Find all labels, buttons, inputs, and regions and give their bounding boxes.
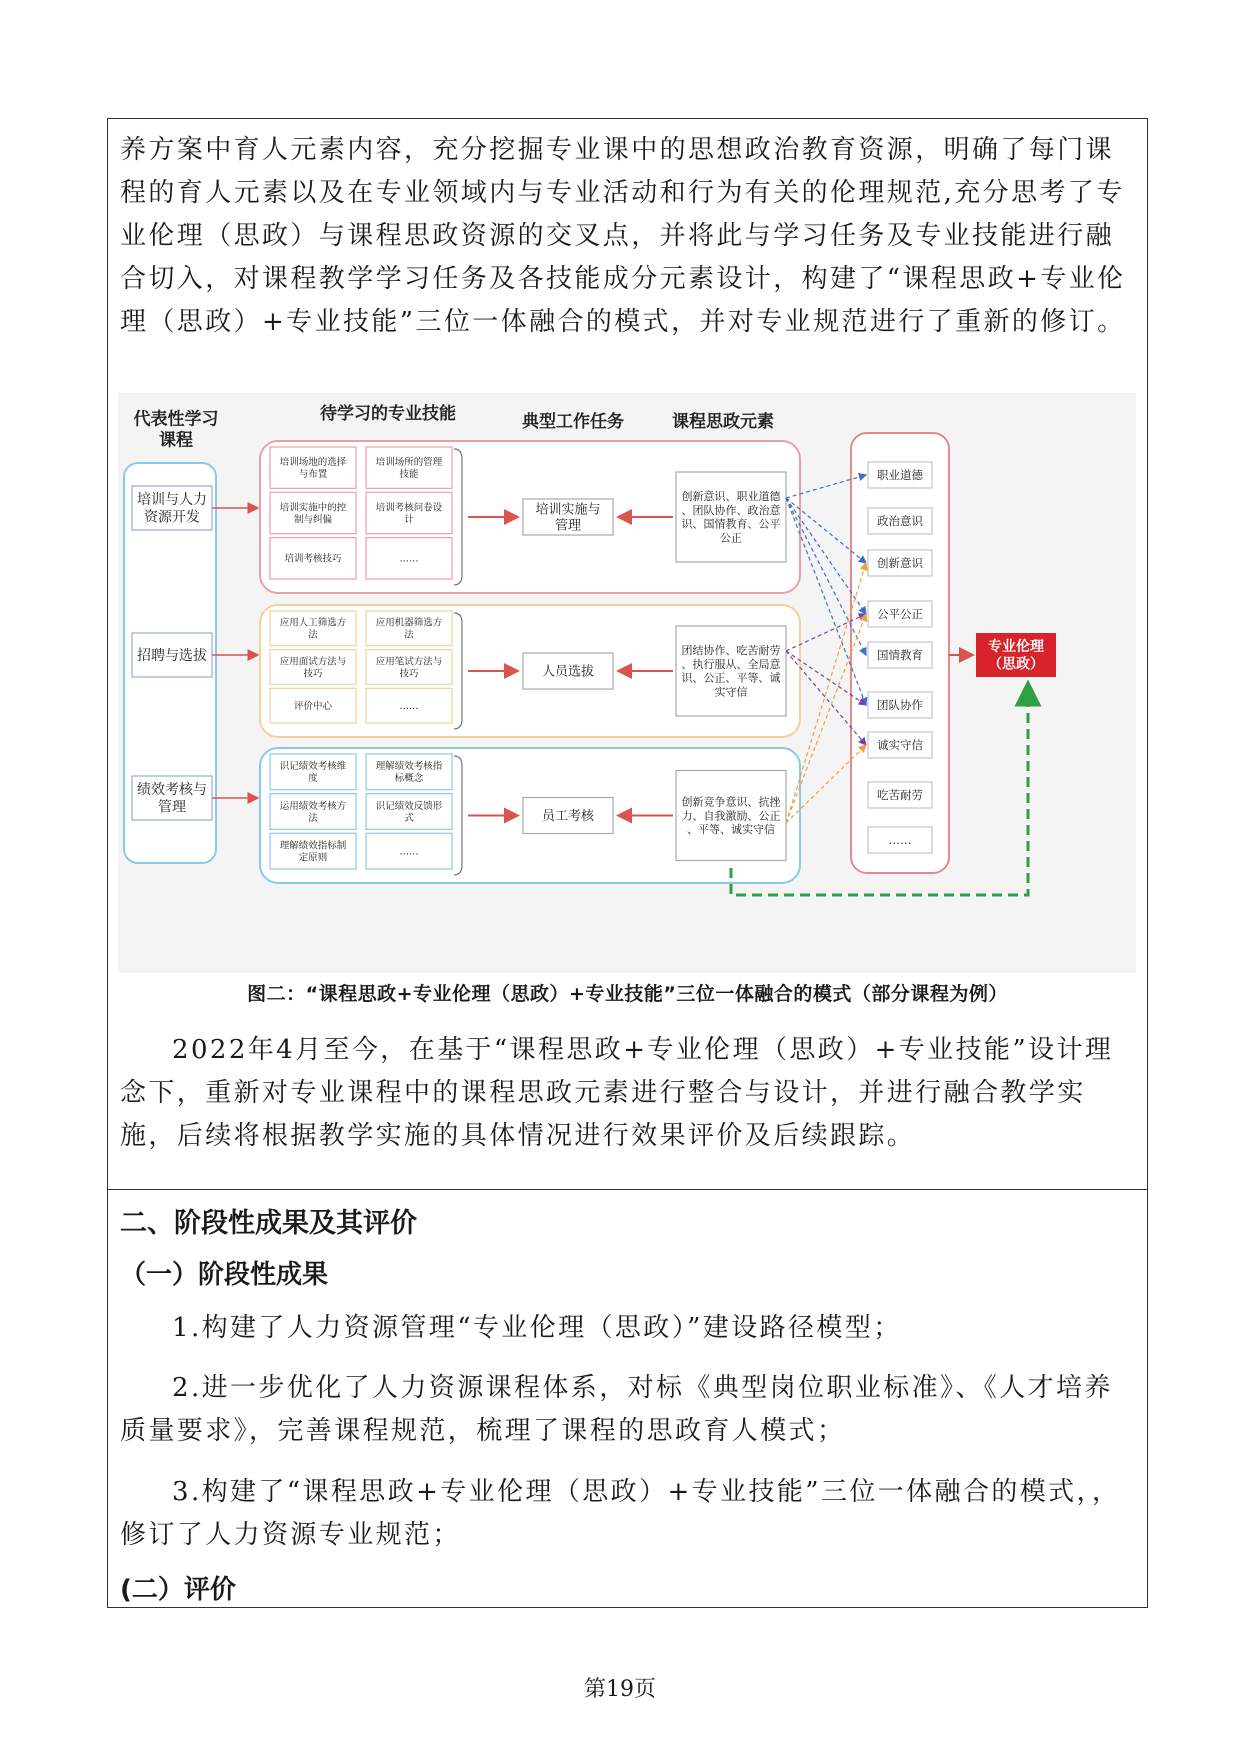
skill-label: 识记绩效考核维度: [279, 761, 347, 785]
header-courses: 代表性学习课程: [133, 409, 219, 451]
header-tasks: 典型工作任务: [522, 411, 624, 432]
skill-label: 应用机器筛选方法: [375, 617, 443, 641]
ethics-label: 吃苦耐劳: [877, 788, 923, 803]
ethics-label: 政治意识: [877, 514, 923, 529]
section-divider: [108, 1189, 1147, 1190]
task-label: 员工考核: [541, 809, 595, 825]
skill-label: 评价中心: [293, 700, 333, 712]
element-label: 创新意识、职业道德、团队协作、政治意识、国情教育、公平公正: [681, 490, 781, 545]
course-label: 培训与人力资源开发: [137, 492, 207, 526]
skill-label: 应用面试方法与技巧: [279, 656, 347, 680]
skill-label: ……: [399, 553, 419, 565]
skill-label: 培训场所的管理技能: [375, 457, 443, 480]
skill-label: 应用人工筛选方法: [279, 617, 347, 641]
skill-label: 培训实施中的控制与纠偏: [279, 502, 347, 526]
ethics-label: 诚实守信: [877, 738, 923, 753]
ethics-label: 创新意识: [877, 556, 923, 571]
header-elements: 课程思政元素: [672, 411, 774, 432]
skill-label: 培训考核技巧: [284, 553, 342, 565]
element-label: 团结协作、吃苦耐劳、执行服从、全局意识、公正、平等、诚实守信: [681, 644, 781, 699]
skill-label: ……: [399, 846, 419, 858]
ethics-label: 公平公正: [877, 607, 923, 622]
task-label: 培训实施与管理: [535, 502, 601, 534]
task-label: 人员选拔: [541, 664, 595, 680]
skill-label: 理解绩效考核指标概念: [375, 761, 443, 785]
ethics-label: 职业道德: [877, 468, 923, 483]
page-number: 第19页: [584, 1677, 656, 1702]
result-item-3: 3.构建了“课程思政+专业伦理（思政）+专业技能”三位一体融合的模式，，修订了人力资源专业规范；: [120, 1477, 1121, 1550]
result-item-2: 2.进一步优化了人力资源课程体系，对标《典型岗位职业标准》、《人才培养质量要求》，完善课程规范，梳理了课程的思政育人模式；: [120, 1373, 1113, 1446]
skill-label: 培训场地的选择与布置: [279, 457, 347, 480]
element-label: 创新竞争意识、抗挫力、自我激励、公正、平等、诚实守信: [681, 795, 781, 837]
skill-label: 理解绩效指标制定原则: [279, 840, 347, 864]
skill-label: 应用笔试方法与技巧: [375, 656, 443, 680]
skill-label: 运用绩效考核方法: [279, 800, 347, 824]
paragraph-intro: 2022年4月至今，在基于“课程思政+专业伦理（思政）+专业技能”设计理念下，重新对专业课程中的课程思政元素进行整合与设计，并进行融合教学实施，后续将根据教学实施的具体情况进行效果评价及后续跟踪。: [120, 1035, 1114, 1151]
ethics-label: 国情教育: [877, 648, 923, 663]
diagram-svg: [118, 393, 1136, 973]
figure-caption: 图二：“课程思政+专业伦理（思政）+专业技能”三位一体融合的模式（部分课程为例）: [247, 983, 1008, 1005]
subheading-evaluation: (二）评价: [120, 1575, 236, 1605]
result-label: 专业伦理（思政）: [988, 639, 1044, 673]
header-skills: 待学习的专业技能: [320, 403, 456, 424]
integration-model-diagram: [118, 393, 1136, 913]
skill-label: 培训考核问卷设计: [375, 502, 443, 526]
skill-label: 识记绩效反馈形式: [375, 800, 443, 824]
section2-heading: 二、阶段性成果及其评价: [120, 1208, 417, 1239]
result-item-1: 1.构建了人力资源管理“专业伦理（思政）”建设路径模型；: [172, 1313, 902, 1343]
paragraph-top: 养方案中育人元素内容，充分挖掘专业课中的思想政治教育资源，明确了每门课程的育人元素以及在专业领域内与专业活动和行为有关的伦理规范,充分思考了专业伦理（思政）与课程思政资源的交叉点，并将此与学习任务及专业技能进行融合切入，对课程教学学习任务及各技能成分元素设计，构建了“课程思政+专业伦理（思政）+专业技能”三位一体融合的模式，并对专业规范进行了重新的修订。: [120, 135, 1126, 337]
course-label: 绩效考核与管理: [137, 782, 207, 816]
content-frame: [107, 118, 1148, 1608]
ethics-label: ……: [888, 833, 912, 848]
subheading-results: （一）阶段性成果: [120, 1260, 329, 1290]
skill-label: ……: [399, 700, 419, 712]
course-label: 招聘与选拔: [137, 647, 207, 664]
ethics-label: 团队协作: [877, 698, 923, 713]
